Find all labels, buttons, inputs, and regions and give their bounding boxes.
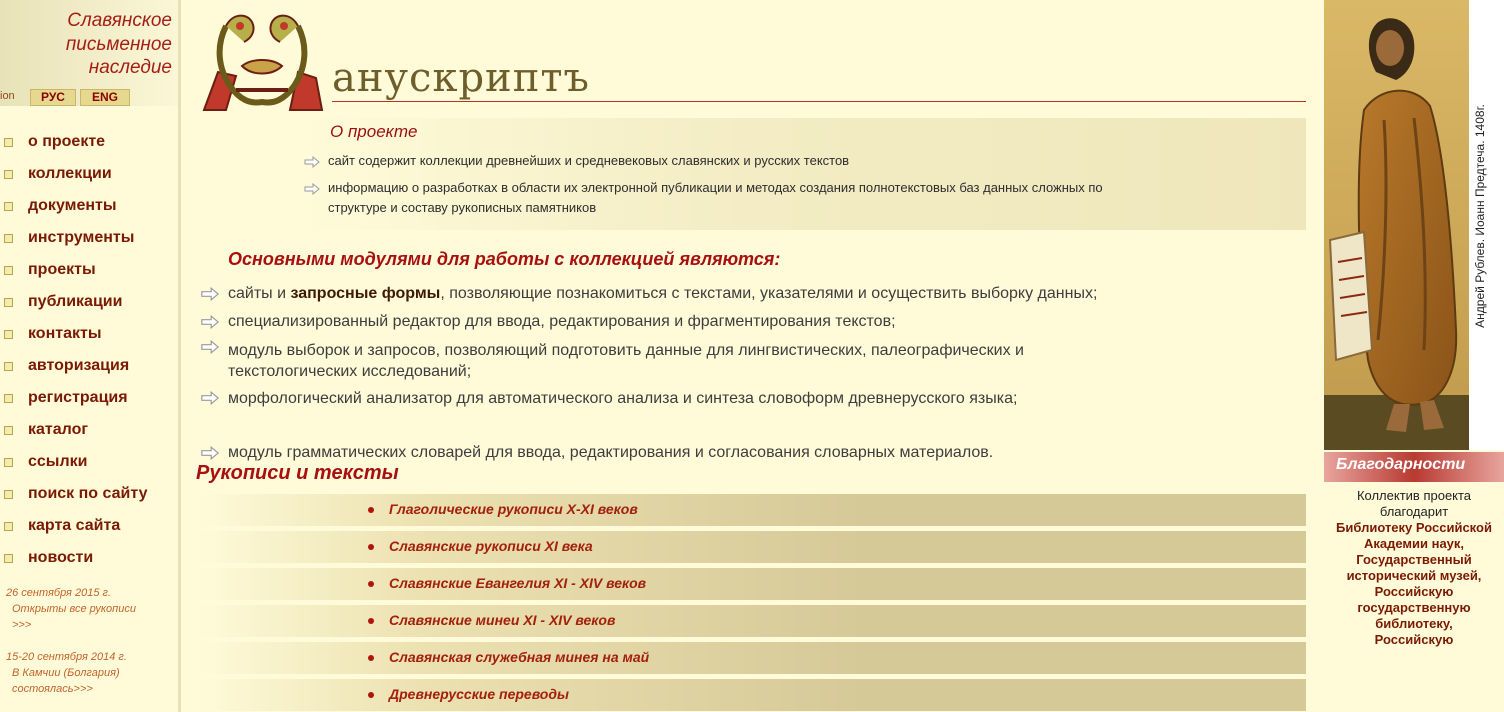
manuscript-link[interactable]: Славянские Евангелия XI - XIV веков — [389, 575, 647, 591]
about-item-2-line-1: информацию о разработках в области их электронной публикации и методах создания полнотекстовых баз данных сложных по — [328, 180, 1103, 195]
arrow-right-icon — [304, 183, 320, 195]
thanks-org-2[interactable]: Государственный исторический музей, — [1346, 552, 1482, 583]
module-item-3-line-1: модуль выборок и запросов, позволяющий подготовить данные для лингвистических, палеографических и — [228, 342, 1024, 359]
manuscript-link-row[interactable] — [196, 568, 1306, 600]
manuscript-link[interactable]: Славянская служебная минея на май — [389, 649, 650, 665]
manuscript-link-row[interactable] — [196, 642, 1306, 674]
thanks-title: Благодарности — [1336, 456, 1466, 473]
news-item-2[interactable] — [6, 649, 127, 697]
bullet-icon — [4, 426, 13, 435]
manuscript-link-row[interactable] — [196, 605, 1306, 637]
thanks-org-1[interactable]: Библиотеку Российской Академии наук, — [1336, 520, 1492, 551]
arrow-right-icon — [304, 156, 320, 168]
manuscripts-title: Рукописи и тексты — [196, 462, 399, 484]
news-item-1[interactable] — [6, 585, 136, 633]
thanks-org-3[interactable]: Российскую государственную библиотеку, — [1357, 584, 1471, 631]
nav-label: контакты — [28, 325, 102, 342]
site-title-line-1: Славянское — [67, 10, 172, 31]
language-prefix-text: ion — [0, 90, 15, 102]
site-title-line-2: письменное — [65, 34, 172, 55]
thanks-text: Коллектив проекта благодарит — [1356, 488, 1472, 519]
module-item-2: специализированный редактор для ввода, редактирования и фрагментирования текстов; — [228, 313, 896, 330]
news-text: В Камчии (Болгария) — [12, 667, 120, 679]
language-bar — [0, 88, 178, 106]
module-item-4: морфологический анализатор для автоматического анализа и синтеза словоформ древнерусского языка; — [228, 390, 1018, 407]
thanks-org-4[interactable]: Российскую — [1374, 632, 1454, 647]
modules-title: Основными модулями для работы с коллекцией являются: — [228, 249, 781, 269]
arrow-right-icon — [200, 391, 220, 405]
nav-label: ссылки — [28, 453, 88, 470]
module-item-3-line-2: текстологических исследований; — [228, 363, 472, 380]
painting-caption — [1469, 0, 1504, 450]
news-date: 26 сентября 2015 г. — [6, 587, 111, 599]
bullet-icon — [4, 138, 13, 147]
news-text: Открыты все рукописи — [12, 603, 136, 615]
nav-label: каталог — [28, 421, 89, 438]
news-date: 15-20 сентября 2014 г. — [6, 651, 127, 663]
bullet-dot-icon — [368, 692, 374, 698]
bullet-icon — [4, 522, 13, 531]
manuscript-link-row[interactable] — [196, 494, 1306, 526]
nav-label: карта сайта — [28, 517, 121, 534]
bullet-icon — [4, 394, 13, 403]
nav-label: новости — [28, 549, 94, 566]
manuscript-link[interactable]: Глаголические рукописи X-XI веков — [389, 501, 638, 517]
bullet-icon — [4, 554, 13, 563]
module-item-1-pre: сайты и — [228, 285, 291, 302]
manuscript-link-row[interactable] — [196, 679, 1306, 711]
manuscript-link[interactable]: Древнерусские переводы — [389, 686, 569, 702]
nav-label: авторизация — [28, 357, 130, 374]
arrow-right-icon — [200, 446, 220, 460]
bullet-icon — [4, 266, 13, 275]
painting-caption-text: Андрей Рублев. Иоанн Предтеча. 1408г. — [1473, 104, 1487, 328]
thanks-body — [1324, 488, 1504, 648]
bullet-icon — [4, 490, 13, 499]
nav-label: коллекции — [28, 165, 112, 182]
arrow-right-icon — [200, 287, 220, 301]
bullet-icon — [4, 362, 13, 371]
bullet-dot-icon — [368, 581, 374, 587]
nav-label: поиск по сайту — [28, 485, 148, 502]
nav-label: проекты — [28, 261, 96, 278]
news-more-link[interactable]: >>> — [12, 619, 32, 631]
nav-label: публикации — [28, 293, 123, 310]
bullet-icon — [4, 330, 13, 339]
site-brand-title: анускриптъ — [332, 55, 590, 101]
manuscript-link[interactable]: Славянские рукописи XI века — [389, 538, 593, 554]
module-item-1-post: , позволяющие познакомиться с текстами, указателями и осуществить выборку данных; — [440, 285, 1098, 302]
brand-divider — [332, 101, 1306, 102]
nav-label: регистрация — [28, 389, 128, 406]
news-more-link[interactable]: состоялась>>> — [12, 683, 93, 695]
bullet-dot-icon — [368, 618, 374, 624]
ornamental-initial-logo[interactable] — [196, 6, 328, 114]
about-title: О проекте — [330, 122, 418, 141]
bullet-icon — [4, 298, 13, 307]
arrow-right-icon — [200, 315, 220, 329]
query-forms-link[interactable]: запросные формы — [290, 285, 441, 302]
bullet-icon — [4, 458, 13, 467]
left-sidebar — [0, 0, 181, 712]
nav-label: о проекте — [28, 133, 106, 150]
module-item-1 — [228, 283, 1097, 304]
about-item-1: сайт содержит коллекции древнейших и средневековых славянских и русских текстов — [328, 153, 850, 168]
site-title-line-3: наследие — [88, 57, 172, 78]
about-item-2-line-2: структуре и составу рукописных памятников — [328, 200, 597, 215]
arrow-right-icon — [200, 340, 220, 354]
bullet-icon — [4, 234, 13, 243]
bullet-dot-icon — [368, 507, 374, 513]
lang-rus-button[interactable]: РУС — [30, 89, 76, 106]
bullet-dot-icon — [368, 655, 374, 661]
nav-label: документы — [28, 197, 117, 214]
manuscript-link[interactable]: Славянские минеи XI - XIV веков — [389, 612, 616, 628]
bullet-dot-icon — [368, 544, 374, 550]
thanks-header — [1324, 452, 1504, 482]
right-column — [1324, 0, 1504, 712]
bullet-icon — [4, 202, 13, 211]
lang-eng-button[interactable]: ENG — [80, 89, 130, 106]
module-item-5: модуль грамматических словарей для ввода, редактирования и согласования словарных материалов. — [228, 444, 994, 461]
bullet-icon — [4, 170, 13, 179]
manuscript-link-row[interactable] — [196, 531, 1306, 563]
nav-label: инструменты — [28, 229, 135, 246]
